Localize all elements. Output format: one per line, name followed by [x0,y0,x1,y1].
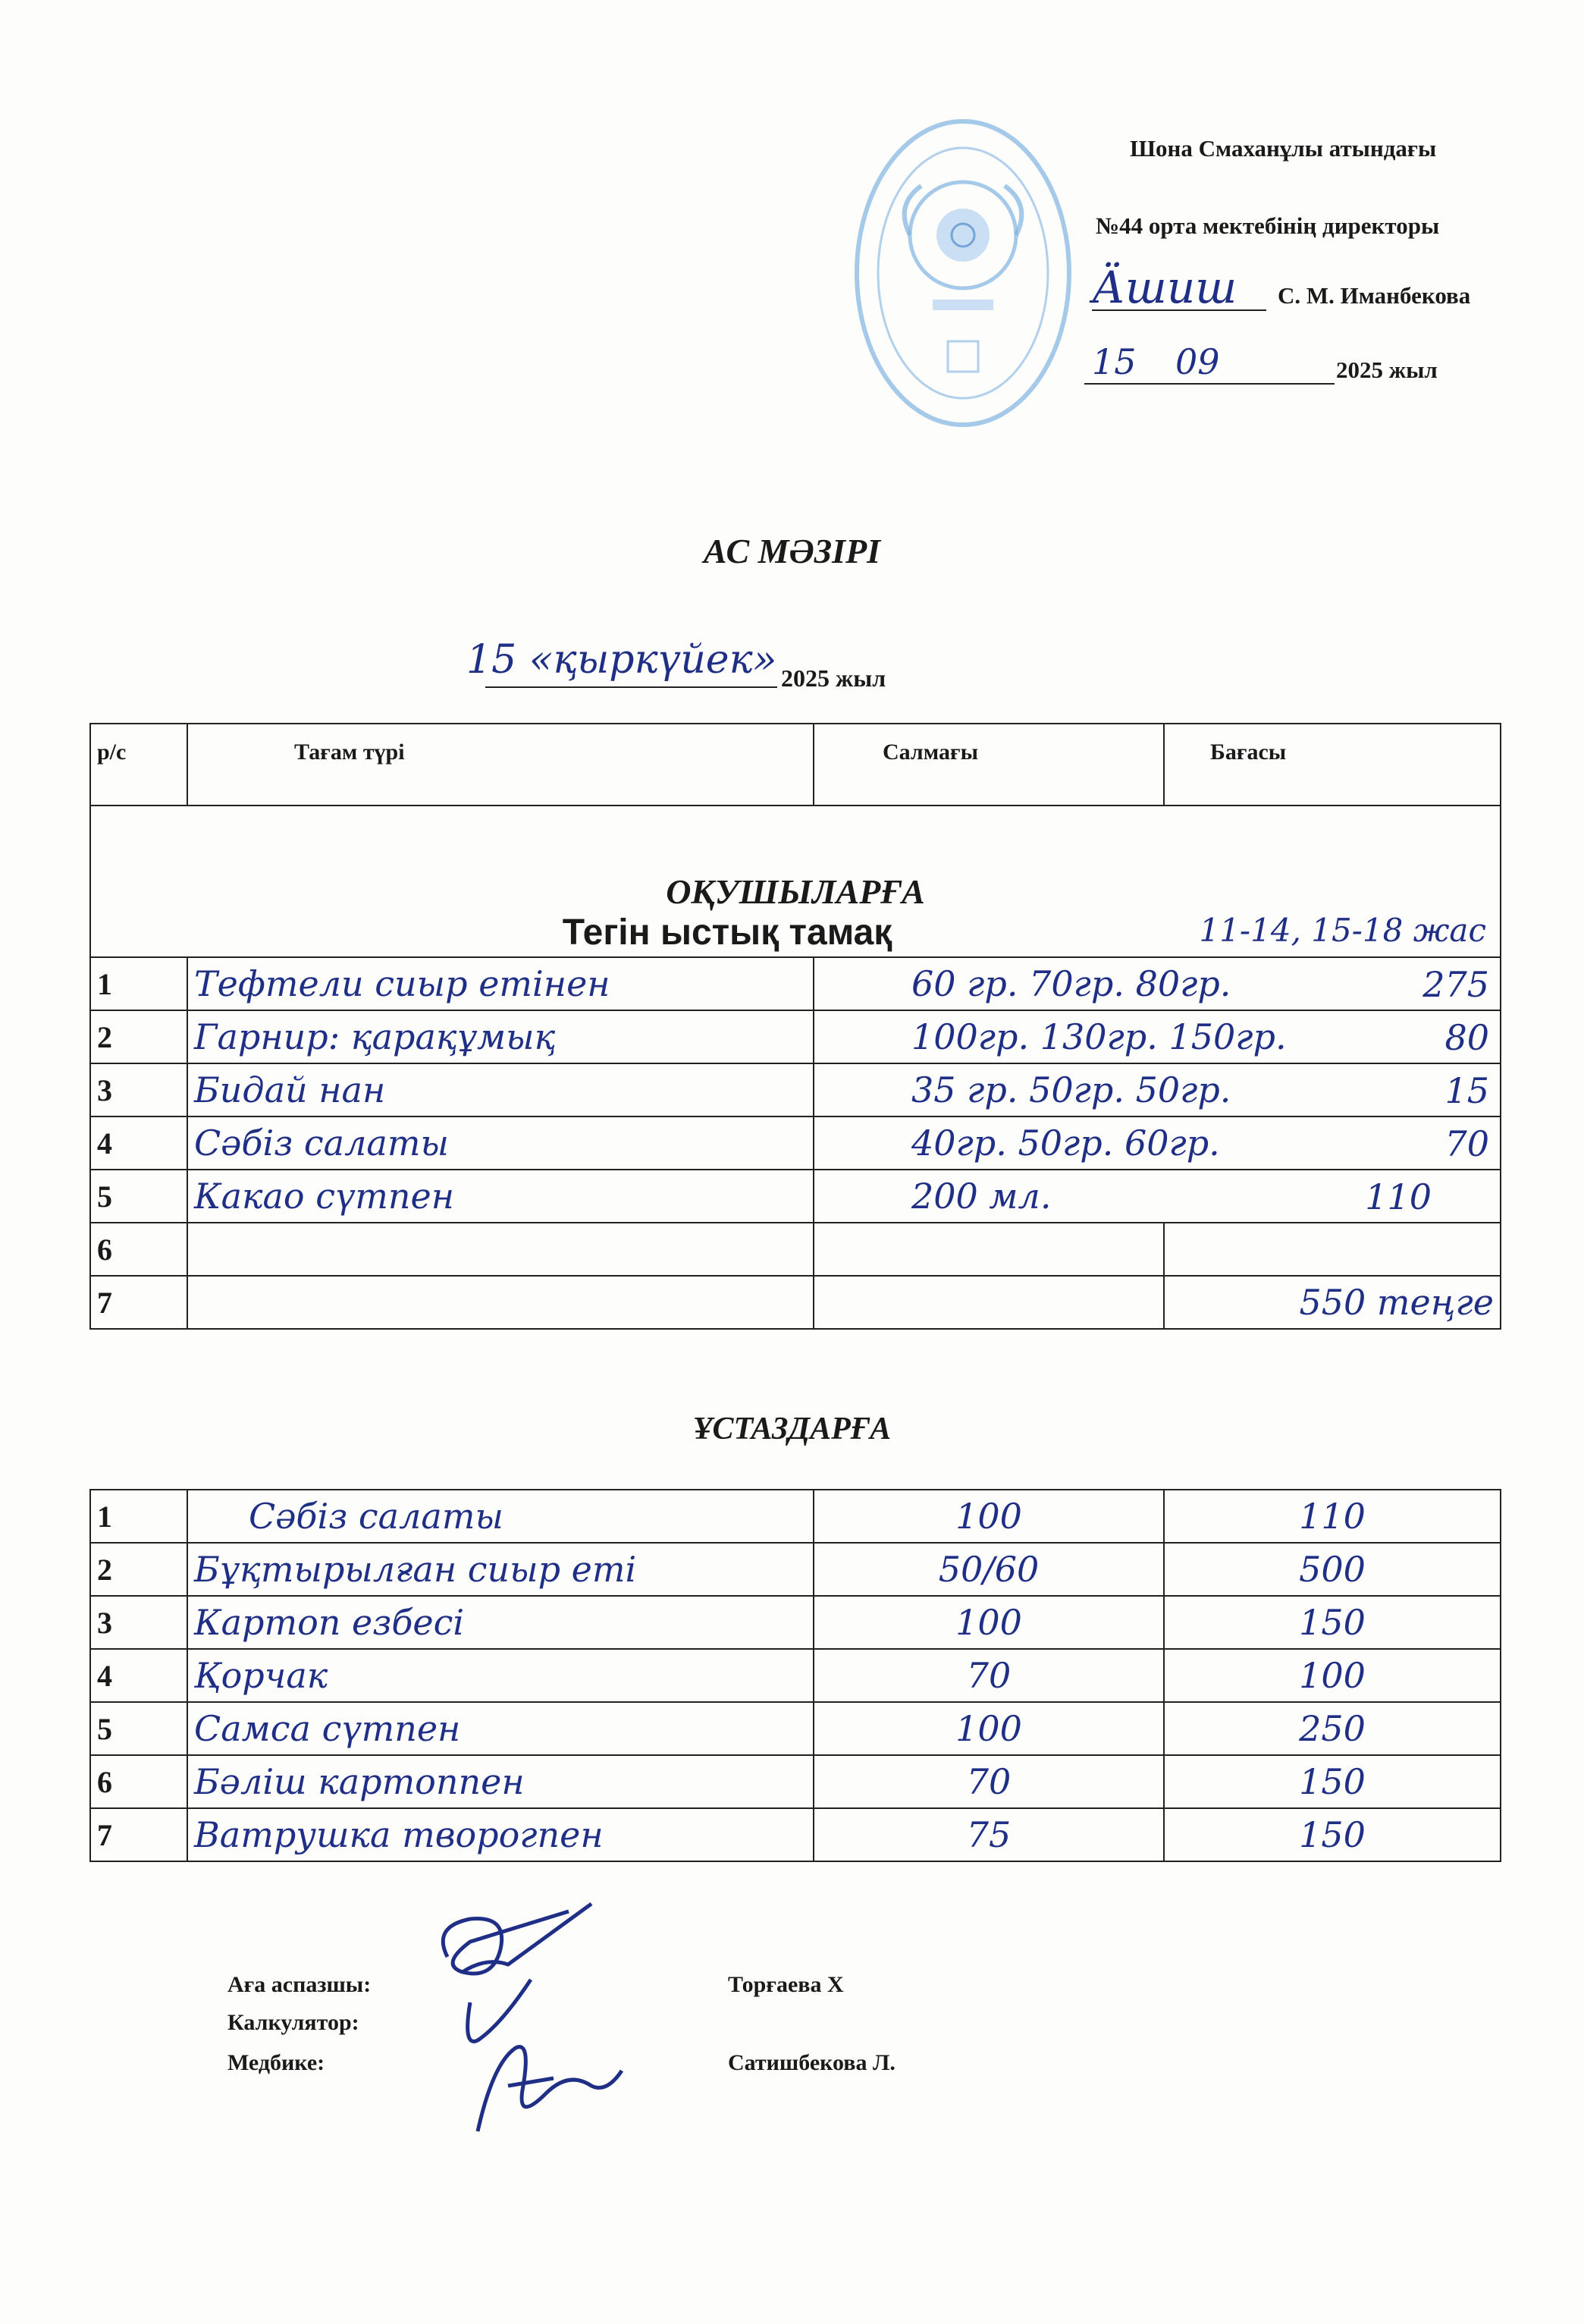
dish-price: 150 [1164,1808,1501,1861]
chef-label: Аға аспазшы: [227,1972,372,1997]
dish-weight: 70 [814,1755,1164,1808]
table-row [90,1010,1501,1063]
director-signature: Ӓшиш [1092,262,1237,313]
age-note: 11-14, 15-18 жас [1199,912,1486,949]
menu-date-line [485,686,777,688]
row-num: 2 [90,1543,187,1596]
nurse-signature [463,2018,629,2147]
dish-weight [814,1223,1164,1276]
students-menu-table [89,723,1501,1330]
dish-weight: 50/60 [814,1543,1164,1596]
header-price: Бағасы [1164,724,1501,806]
dish-weight: 70 [814,1649,1164,1702]
row-num: 3 [90,1063,187,1116]
dish-price: 110 [1365,1176,1432,1217]
dish-name: Бәліш картоппен [187,1755,814,1808]
table-row [90,1702,1501,1755]
calculator-label: Калкулятор: [227,2010,359,2035]
table-row [90,1490,1501,1543]
row-num: 2 [90,1010,187,1063]
dish-name: Бидай нан [187,1063,814,1116]
row-num: 6 [90,1223,187,1276]
row-num: 3 [90,1596,187,1649]
dish-price: 500 [1164,1543,1501,1596]
dish-price: 150 [1164,1596,1501,1649]
date-line [1084,383,1335,385]
dish-name: Қорчак [187,1649,814,1702]
students-subtitle: Тегін ыстық тамақ [562,912,892,953]
dish-name: Тефтели сиыр етінен [187,957,814,1010]
row-num: 5 [90,1170,187,1223]
dish-price [1164,1223,1501,1276]
header-dish: Тағам түрі [187,724,814,806]
dish-price: 110 [1164,1490,1501,1543]
dish-weight: 100 [814,1490,1164,1543]
table-row [90,1116,1501,1170]
row-num: 4 [90,1116,187,1170]
row-num: 1 [90,1490,187,1543]
table-row [90,1649,1501,1702]
official-seal-stamp [849,114,1077,432]
table-row [90,1596,1501,1649]
row-num: 4 [90,1649,187,1702]
table-row [90,1276,1501,1329]
page-title: АС МӘЗІРІ [703,532,881,570]
nurse-label: Медбике: [227,2050,325,2075]
header-weight: Салмағы [814,724,1164,806]
dish-name [187,1223,814,1276]
dish-name: Ватрушка творогпен [187,1808,814,1861]
dish-name: Бұқтырылған сиыр еті [187,1543,814,1596]
table-row [90,1170,1501,1223]
row-num: 6 [90,1755,187,1808]
dish-price: 100 [1164,1649,1501,1702]
menu-date-year: 2025 жыл [781,664,886,692]
approval-year: 2025 жыл [1336,356,1438,383]
table-row [90,1755,1501,1808]
dish-weight: 60 гр. 70гр. 80гр. [911,963,1231,1004]
signature-line [1092,309,1266,311]
row-num: 7 [90,1276,187,1329]
table-row [90,957,1501,1010]
dish-price: 80 [1444,1017,1489,1058]
approval-month: 09 [1175,341,1220,382]
dish-price: 70 [1444,1123,1489,1164]
teachers-section-title: ҰСТАЗДАРҒА [692,1412,892,1446]
dish-price: 275 [1422,964,1489,1005]
dish-weight [814,1276,1164,1329]
dish-price: 15 [1444,1070,1489,1111]
row-num: 5 [90,1702,187,1755]
dish-name: Сәбіз салаты [187,1490,814,1543]
header-num: р/с [90,724,187,806]
dish-name [187,1276,814,1329]
approval-day: 15 [1092,341,1137,382]
total-price: 550 теңге [1164,1276,1501,1329]
dish-weight: 100 [814,1702,1164,1755]
row-num: 7 [90,1808,187,1861]
director-name: С. М. Иманбекова [1278,282,1471,309]
students-section-title: ОҚУШЫЛАРҒА [666,872,925,911]
director-title-line: №44 орта мектебінің директоры [1096,212,1440,239]
nurse-name: Сатишбекова Л. [728,2050,896,2075]
row-num: 1 [90,957,187,1010]
dish-name: Гарнир: қарақұмық [187,1010,814,1063]
dish-weight: 75 [814,1808,1164,1861]
table-row [90,1223,1501,1276]
school-name-line: Шона Смаханұлы атындағы [1130,135,1437,162]
chef-name: Торғаева Х [728,1972,844,1997]
menu-date-handwritten: 15 «қыркүйек» [466,637,777,683]
dish-name: Какао сүтпен [187,1170,814,1223]
table-row [90,1808,1501,1861]
dish-weight: 100гр. 130гр. 150гр. [911,1016,1287,1057]
dish-name: Сәбіз салаты [187,1116,814,1170]
dish-price: 150 [1164,1755,1501,1808]
dish-price: 250 [1164,1702,1501,1755]
teachers-menu-table [89,1489,1501,1862]
dish-weight: 100 [814,1596,1164,1649]
table-row [90,1063,1501,1116]
dish-weight: 40гр. 50гр. 60гр. [911,1123,1220,1164]
dish-name: Картоп езбесі [187,1596,814,1649]
dish-weight: 200 мл. [911,1176,1052,1217]
table-row [90,1543,1501,1596]
students-section-row [90,806,1501,957]
dish-weight: 35 гр. 50гр. 50гр. [911,1069,1231,1110]
dish-name: Самса сүтпен [187,1702,814,1755]
table-header-row [90,724,1501,806]
